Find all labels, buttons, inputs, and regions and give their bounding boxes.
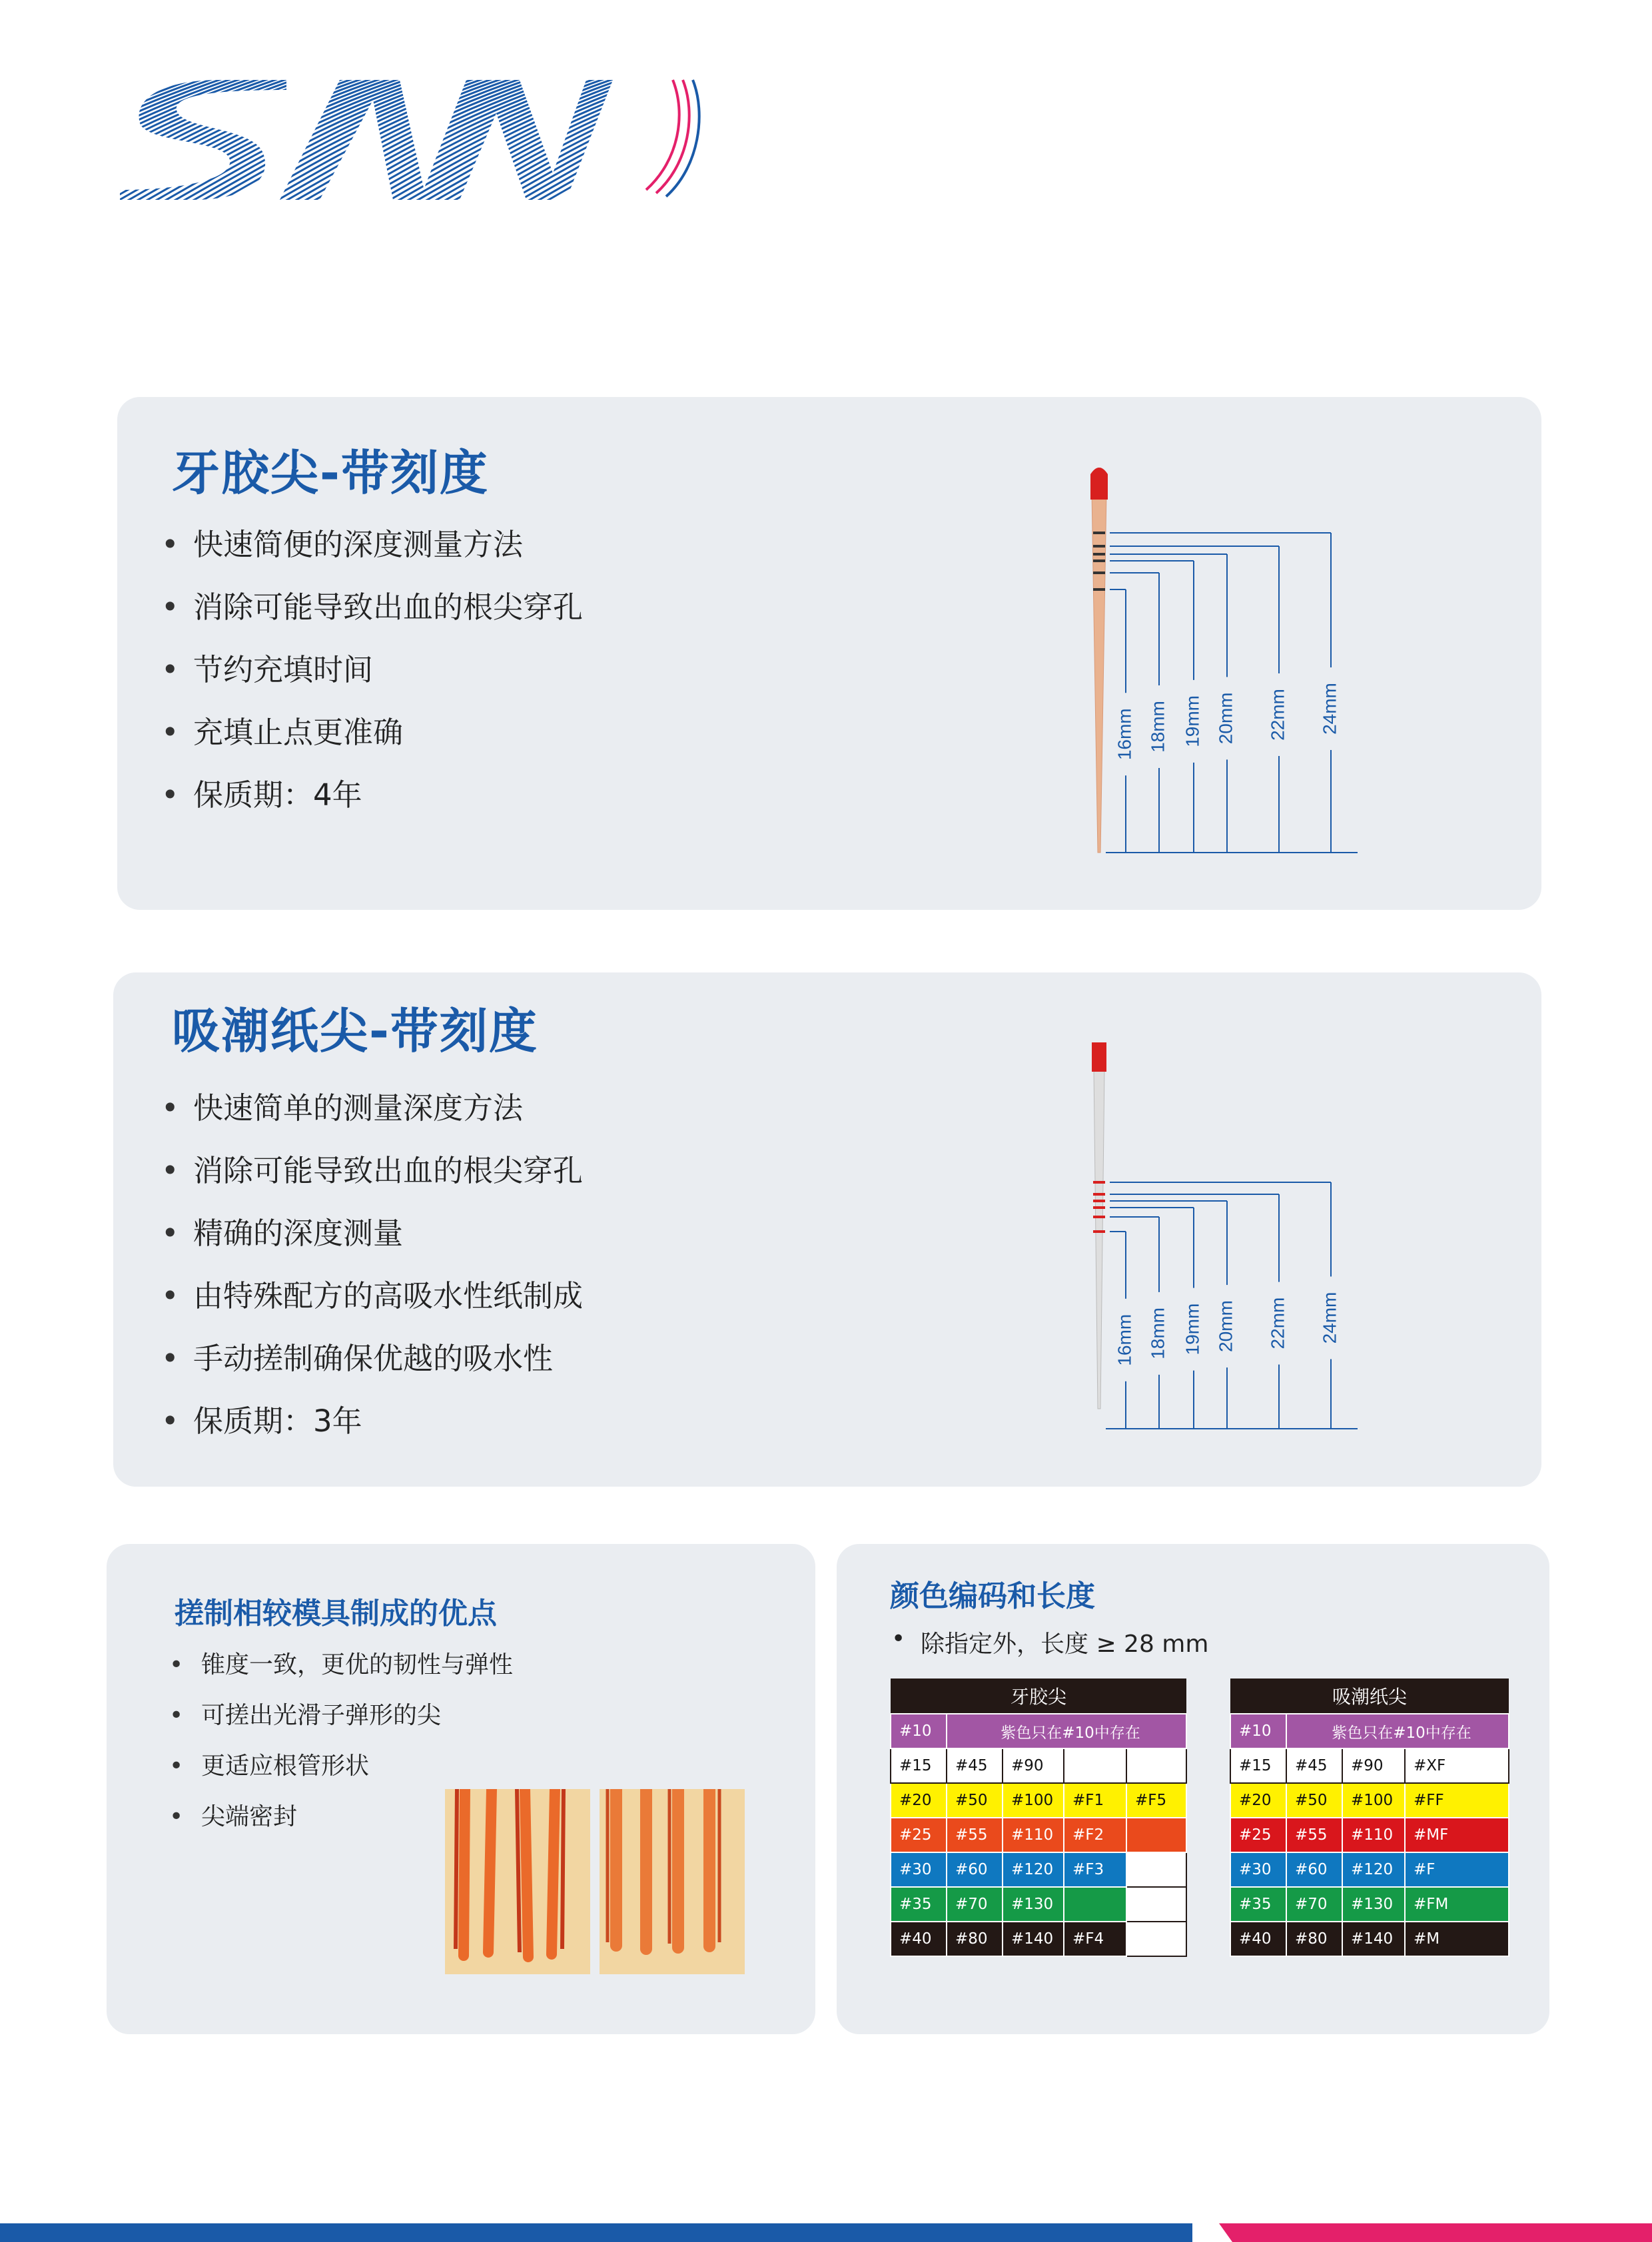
scale-label: 20mm xyxy=(1215,692,1236,745)
table-cell: #MF xyxy=(1405,1818,1509,1852)
table-cell: #70 xyxy=(1286,1887,1342,1922)
table-cell: #90 xyxy=(1342,1748,1405,1783)
scale-label: 24mm xyxy=(1319,683,1340,735)
table-cell: #M xyxy=(1405,1922,1509,1956)
logo-i-stripes xyxy=(646,80,699,196)
table-cell xyxy=(1064,1887,1126,1922)
card4-title: 颜色编码和长度 xyxy=(890,1579,1095,1613)
table-cell: #F4 xyxy=(1064,1922,1126,1956)
card4-length-note: • 除指定外，长度 ≥ 28 mm xyxy=(891,1625,1208,1659)
table-cell: #20 xyxy=(1230,1783,1286,1818)
gutta-percha-scale-diagram xyxy=(1079,446,1399,866)
table-cell: #25 xyxy=(891,1818,947,1852)
card3-title: 搓制相较模具制成的优点 xyxy=(175,1597,497,1631)
point-tip-color xyxy=(1090,468,1108,500)
table-cell: #90 xyxy=(1003,1748,1064,1783)
scale-label: 18mm xyxy=(1147,701,1168,753)
table-cell: #100 xyxy=(1003,1783,1064,1818)
scale-label: 19mm xyxy=(1182,695,1203,747)
bullet-item: • 保质期：4年 xyxy=(161,775,583,838)
table-row xyxy=(891,1852,1186,1887)
table-row xyxy=(1230,1852,1509,1887)
gutta-percha-color-table xyxy=(890,1679,1187,1957)
table-cell: #45 xyxy=(947,1748,1003,1783)
bullet-item: • 充填止点更准确 xyxy=(161,713,583,775)
point-body xyxy=(1094,1069,1104,1409)
table-cell: #FF xyxy=(1405,1783,1509,1818)
table-cell: #100 xyxy=(1342,1783,1405,1818)
table-row xyxy=(891,1748,1186,1783)
table-row xyxy=(1230,1818,1509,1852)
logo-stripes xyxy=(0,73,817,206)
scale-label: 20mm xyxy=(1215,1300,1236,1352)
table-header: 牙胶尖 xyxy=(891,1679,1186,1714)
point-tip-color xyxy=(1092,1042,1106,1072)
table-cell: #40 xyxy=(891,1922,947,1956)
table-cell: #10 xyxy=(891,1714,947,1748)
table-cell: #80 xyxy=(947,1922,1003,1956)
card2-bullet-list xyxy=(161,1088,583,1464)
table-row xyxy=(1230,1922,1509,1956)
scale-label: 16mm xyxy=(1114,1313,1135,1366)
table-cell: #15 xyxy=(1230,1748,1286,1783)
table-cell: #XF xyxy=(1405,1748,1509,1783)
table-cell: #35 xyxy=(891,1887,947,1922)
table-cell: #35 xyxy=(1230,1887,1286,1922)
table-cell: #70 xyxy=(947,1887,1003,1922)
table-cell xyxy=(1126,1748,1186,1783)
table-row xyxy=(891,1818,1186,1852)
table-cell: #110 xyxy=(1342,1818,1405,1852)
table-cell: #60 xyxy=(1286,1852,1342,1887)
table-row xyxy=(891,1714,1186,1748)
table-row xyxy=(1230,1748,1509,1783)
table-header: 吸潮纸尖 xyxy=(1230,1679,1509,1714)
card2-title: 吸潮纸尖-带刻度 xyxy=(172,1003,538,1059)
table-cell: #F xyxy=(1405,1852,1509,1887)
bullet-item: • 快速简便的深度测量方法 xyxy=(161,525,583,587)
scale-label: 18mm xyxy=(1147,1308,1168,1359)
table-cell: #45 xyxy=(1286,1748,1342,1783)
table-cell: #60 xyxy=(947,1852,1003,1887)
footer-bar-accent xyxy=(1179,2218,1652,2242)
table-row xyxy=(891,1887,1186,1922)
table-cell: #25 xyxy=(1230,1818,1286,1852)
table-cell: #140 xyxy=(1342,1922,1405,1956)
table-cell: 紫色只在#10中存在 xyxy=(1286,1714,1509,1748)
table-cell: #120 xyxy=(1342,1852,1405,1887)
table-cell: #15 xyxy=(891,1748,947,1783)
table-cell: #110 xyxy=(1003,1818,1064,1852)
table-cell: #55 xyxy=(947,1818,1003,1852)
table-cell xyxy=(1126,1818,1186,1852)
table-cell: #FM xyxy=(1405,1887,1509,1922)
table-cell: #F2 xyxy=(1064,1818,1126,1852)
table-cell: #50 xyxy=(1286,1783,1342,1818)
scale-label: 19mm xyxy=(1182,1303,1203,1355)
table-cell: #130 xyxy=(1003,1887,1064,1922)
bullet-item: • 由特殊配方的高吸水性纸制成 xyxy=(161,1276,583,1339)
table-row xyxy=(1230,1783,1509,1818)
table-cell: #50 xyxy=(947,1783,1003,1818)
table-cell: #F3 xyxy=(1064,1852,1126,1887)
scale-label: 22mm xyxy=(1267,689,1288,741)
bullet-item: • 锥度一致，更优的韧性与弹性 xyxy=(169,1649,513,1700)
scale-label: 24mm xyxy=(1319,1292,1340,1344)
scale-label: 16mm xyxy=(1114,708,1135,761)
table-cell xyxy=(1126,1887,1186,1922)
paper-point-scale-diagram xyxy=(1079,1022,1399,1442)
table-cell: #40 xyxy=(1230,1922,1286,1956)
bullet-item: • 快速简单的测量深度方法 xyxy=(161,1088,583,1151)
bullet-item: • 更适应根管形状 xyxy=(169,1750,513,1801)
table-cell: 紫色只在#10中存在 xyxy=(947,1714,1186,1748)
footer-bar-blue xyxy=(0,2223,1192,2242)
table-row xyxy=(1230,1887,1509,1922)
bullet-item: • 节约充填时间 xyxy=(161,650,583,713)
card1-title: 牙胶尖-带刻度 xyxy=(172,445,489,501)
table-cell: #55 xyxy=(1286,1818,1342,1852)
paper-point-color-table xyxy=(1230,1679,1509,1957)
bullet-item: • 手动搓制确保优越的吸水性 xyxy=(161,1339,583,1401)
scale-label: 22mm xyxy=(1267,1297,1288,1349)
rolled-point-photo xyxy=(445,1789,590,1974)
card1-bullet-list xyxy=(161,525,583,838)
table-cell: #80 xyxy=(1286,1922,1342,1956)
table-row xyxy=(891,1783,1186,1818)
molded-point-photo xyxy=(600,1789,745,1974)
table-cell xyxy=(1126,1852,1186,1887)
bullet-item: • 精确的深度测量 xyxy=(161,1214,583,1276)
table-cell: #140 xyxy=(1003,1922,1064,1956)
table-cell: #10 xyxy=(1230,1714,1286,1748)
sani-logo xyxy=(120,73,706,200)
table-cell xyxy=(1064,1748,1126,1783)
bullet-item: • 尖端密封 xyxy=(169,1801,513,1852)
table-cell: #20 xyxy=(891,1783,947,1818)
table-cell xyxy=(1126,1922,1186,1956)
bullet-item: • 消除可能导致出血的根尖穿孔 xyxy=(161,1151,583,1214)
table-cell: #F1 xyxy=(1064,1783,1126,1818)
bullet-item: • 保质期：3年 xyxy=(161,1401,583,1464)
table-cell: #30 xyxy=(1230,1852,1286,1887)
table-cell: #120 xyxy=(1003,1852,1064,1887)
table-cell: #130 xyxy=(1342,1887,1405,1922)
bullet-item: • 消除可能导致出血的根尖穿孔 xyxy=(161,587,583,650)
table-row xyxy=(891,1922,1186,1956)
table-cell: #30 xyxy=(891,1852,947,1887)
table-cell: #F5 xyxy=(1126,1783,1186,1818)
bullet-item: • 可搓出光滑子弹形的尖 xyxy=(169,1700,513,1750)
table-row xyxy=(1230,1714,1509,1748)
